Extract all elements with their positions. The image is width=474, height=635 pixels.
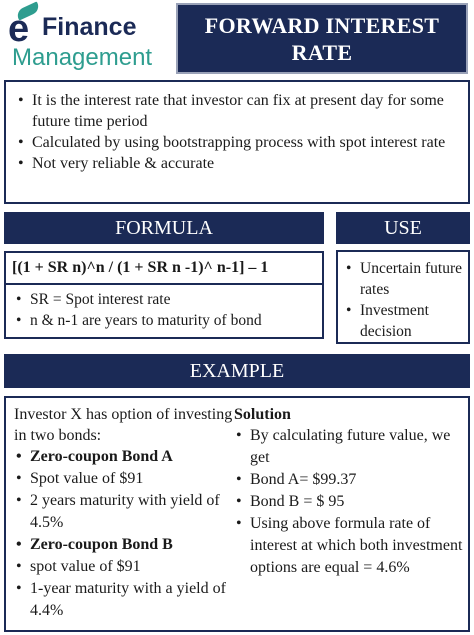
page-title bbox=[176, 3, 468, 74]
solution-list bbox=[234, 425, 466, 579]
bond-b-item: • 1-year maturity with a yield of 4.4% bbox=[14, 578, 236, 622]
formula-notes-box bbox=[4, 283, 324, 339]
formula-expression: [(1 + SR n)^n / (1 + SR n -1)^ n-1] – 1 bbox=[4, 251, 324, 285]
example-bonds bbox=[14, 404, 236, 622]
definition-item: • It is the interest rate that investor can fix at present day for some future time period bbox=[16, 90, 458, 132]
definition-box bbox=[4, 80, 470, 204]
title-line-2: RATE bbox=[291, 39, 353, 65]
use-header: USE bbox=[336, 212, 470, 244]
solution-item: • Bond A= $99.37 bbox=[234, 469, 466, 491]
bond-b-title: • Zero-coupon Bond B bbox=[14, 534, 236, 556]
logo-text-management: Management bbox=[12, 44, 153, 71]
bond-a-item: • Spot value of $91 bbox=[14, 468, 236, 490]
bond-list bbox=[14, 446, 236, 622]
use-box bbox=[336, 250, 470, 344]
use-item: • Uncertain future rates bbox=[344, 258, 464, 300]
formula-note: • SR = Spot interest rate bbox=[14, 289, 314, 310]
logo-text-finance: Finance bbox=[42, 13, 137, 41]
definition-item: • Calculated by using bootstrapping process with spot interest rate bbox=[16, 132, 458, 153]
use-item: • Investment decision bbox=[344, 300, 464, 342]
use-list bbox=[344, 258, 464, 342]
example-header: EXAMPLE bbox=[4, 354, 470, 388]
title-line-1: FORWARD INTEREST bbox=[204, 12, 440, 38]
example-solution bbox=[234, 404, 466, 579]
solution-item: • Bond B = $ 95 bbox=[234, 491, 466, 513]
page-title-text bbox=[205, 12, 439, 66]
bond-a-item: • 2 years maturity with yield of 4.5% bbox=[14, 490, 236, 534]
definition-list bbox=[16, 90, 458, 174]
logo bbox=[6, 4, 174, 72]
solution-title: Solution bbox=[234, 406, 291, 423]
definition-item: • Not very reliable & accurate bbox=[16, 153, 458, 174]
bond-b-item: • spot value of $91 bbox=[14, 556, 236, 578]
solution-item: • Using above formula rate of interest at which both investment options are equal = 4.6% bbox=[234, 513, 466, 579]
bond-a-title: • Zero-coupon Bond A bbox=[14, 446, 236, 468]
example-box bbox=[4, 396, 470, 632]
logo-letter: e bbox=[8, 8, 30, 50]
example-intro: Investor X has option of investing in two bonds: bbox=[14, 406, 233, 444]
formula-note: • n & n-1 are years to maturity of bond bbox=[14, 310, 314, 331]
formula-header: FORMULA bbox=[4, 212, 324, 244]
formula-notes-list bbox=[14, 289, 314, 331]
solution-item: • By calculating future value, we get bbox=[234, 425, 466, 469]
